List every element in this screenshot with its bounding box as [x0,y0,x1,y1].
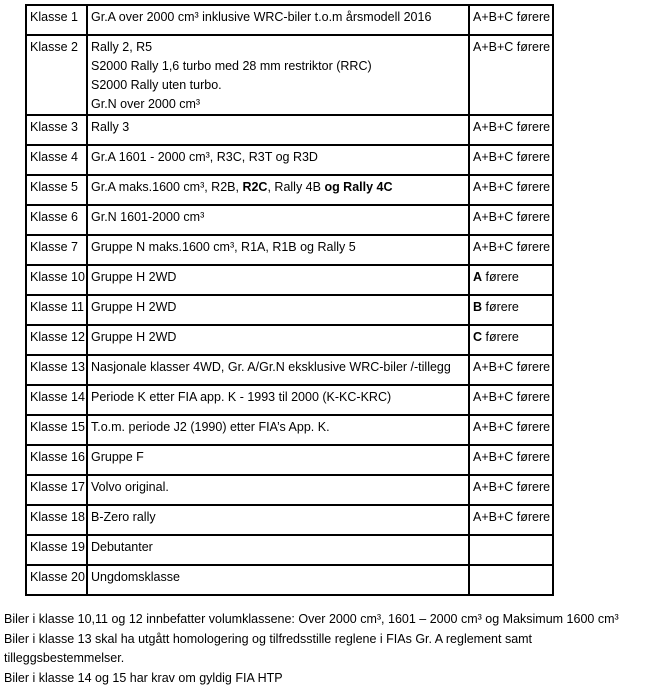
text: Volvo original. [91,480,169,494]
description-line [91,95,468,114]
drivers-cell [469,535,553,565]
table-row [26,265,553,295]
description-line [91,38,468,57]
class-label-cell: Klasse 19 [26,535,87,565]
class-label-cell: Klasse 14 [26,385,87,415]
drivers-cell [469,5,553,35]
description-line [91,508,468,527]
table-row [26,505,553,535]
text: Gr.A 1601 - 2000 cm³, R3C, R3T og R3D [91,150,318,164]
description-line [91,8,468,27]
description-line [91,418,468,437]
text: Gruppe H 2WD [91,300,177,314]
text: A+B+C førere [473,450,551,464]
description-line [91,268,468,287]
description-cell [87,5,469,35]
text: A+B+C førere [473,120,551,134]
class-table [25,4,554,596]
description-line [91,388,468,407]
description-cell [87,445,469,475]
description-line [91,448,468,467]
table-row [26,385,553,415]
table-row [26,355,553,385]
table-row [26,445,553,475]
text: B-Zero rally [91,510,156,524]
class-label-cell: Klasse 1 [26,5,87,35]
text: Nasjonale klasser 4WD, Gr. A/Gr.N eksklusive WRC-biler /-tillegg [91,360,451,374]
drivers-cell [469,505,553,535]
description-cell [87,505,469,535]
table-row [26,415,553,445]
drivers-cell [469,355,553,385]
drivers-cell [469,415,553,445]
description-cell [87,565,469,595]
description-line [91,238,468,257]
description-line [91,208,468,227]
drivers-cell [469,115,553,145]
description-line [91,118,468,137]
description-cell [87,295,469,325]
text: Gruppe N maks.1600 cm³, R1A, R1B og Rally 5 [91,240,356,254]
class-label-cell: Klasse 7 [26,235,87,265]
text: A+B+C førere [473,420,551,434]
text: A+B+C førere [473,210,551,224]
text: Rally 3 [91,120,130,134]
text: S2000 Rally 1,6 turbo med 28 mm restriktor (RRC) [91,59,372,73]
text: A+B+C førere [473,40,551,54]
description-cell [87,35,469,115]
bold-text: R2C [242,180,268,194]
notes [4,610,666,687]
class-label-cell: Klasse 13 [26,355,87,385]
text: A+B+C førere [473,360,551,374]
table-row [26,145,553,175]
drivers-cell [469,235,553,265]
note-line: Biler i klasse 10,11 og 12 innbefatter volumklassene: Over 2000 cm³, 1601 – 2000 cm³ og Maksimum 1600 cm³ [4,612,619,626]
drivers-cell [469,205,553,235]
class-label-cell: Klasse 15 [26,415,87,445]
text: førere [482,270,519,284]
text: , Rally 4B [267,180,325,194]
drivers-cell [469,295,553,325]
class-table-body [26,5,553,595]
class-label-cell: Klasse 20 [26,565,87,595]
class-label-cell: Klasse 18 [26,505,87,535]
class-label-cell: Klasse 12 [26,325,87,355]
text: Gr.N 1601-2000 cm³ [91,210,205,224]
class-label-cell: Klasse 2 [26,35,87,115]
table-row [26,535,553,565]
class-label-cell: Klasse 16 [26,445,87,475]
drivers-cell [469,445,553,475]
text: Gruppe H 2WD [91,330,177,344]
description-cell [87,325,469,355]
description-cell [87,475,469,505]
description-cell [87,175,469,205]
text: førere [482,330,519,344]
bold-text: B [473,300,483,314]
class-label-cell: Klasse 11 [26,295,87,325]
text: Rally 2, R5 [91,40,153,54]
description-cell [87,535,469,565]
description-line [91,148,468,167]
drivers-cell [469,385,553,415]
class-label-cell: Klasse 5 [26,175,87,205]
drivers-cell [469,325,553,355]
bold-text: C [473,330,483,344]
text: A+B+C førere [473,510,551,524]
text: T.o.m. periode J2 (1990) etter FIA’s App. K. [91,420,330,434]
table-row [26,565,553,595]
bold-text: A [473,270,483,284]
description-line [91,76,468,95]
note-line: Biler i klasse 13 skal ha utgått homologering og tilfredsstille reglene i FIAs Gr. A reglement samt [4,631,533,646]
class-label-cell: Klasse 4 [26,145,87,175]
text: Debutanter [91,540,153,554]
description-cell [87,265,469,295]
text: Gr.N over 2000 cm³ [91,97,201,111]
text: Gr.A maks.1600 cm³, R2B, [91,180,243,194]
drivers-cell [469,475,553,505]
description-line [91,358,468,377]
description-cell [87,235,469,265]
table-row [26,115,553,145]
table-row [26,175,553,205]
table-row [26,205,553,235]
description-cell [87,355,469,385]
description-line [91,328,468,347]
description-line [91,57,468,76]
text: Gr.A over 2000 cm³ inklusive WRC-biler t.o.m årsmodell 2016 [91,10,432,24]
description-cell [87,385,469,415]
text: A+B+C førere [473,150,551,164]
drivers-cell [469,145,553,175]
text: A+B+C førere [473,390,551,404]
note-line: tilleggsbestemmelser. [4,651,125,665]
text: A+B+C førere [473,180,551,194]
table-row [26,5,553,35]
drivers-cell [469,175,553,205]
class-label-cell: Klasse 3 [26,115,87,145]
description-line [91,178,468,197]
description-cell [87,205,469,235]
text: A+B+C førere [473,480,551,494]
text: A+B+C førere [473,10,551,24]
drivers-cell [469,265,553,295]
description-cell [87,115,469,145]
text: Periode K etter FIA app. K - 1993 til 2000 (K-KC-KRC) [91,390,392,404]
bold-text: og Rally 4C [324,180,393,194]
class-label-cell: Klasse 10 [26,265,87,295]
table-row [26,325,553,355]
text: S2000 Rally uten turbo. [91,78,222,92]
text: førere [482,300,519,314]
drivers-cell [469,35,553,115]
text: Gruppe F [91,450,144,464]
note-line: Biler i klasse 14 og 15 har krav om gyldig FIA HTP [4,670,283,685]
table-row [26,475,553,505]
text: Gruppe H 2WD [91,270,177,284]
class-label-cell: Klasse 17 [26,475,87,505]
table-row [26,235,553,265]
text: Ungdomsklasse [91,570,180,584]
table-row [26,295,553,325]
drivers-cell [469,565,553,595]
description-cell [87,415,469,445]
description-line [91,298,468,317]
description-cell [87,145,469,175]
description-line [91,568,468,587]
description-line [91,538,468,557]
description-line [91,478,468,497]
class-label-cell: Klasse 6 [26,205,87,235]
text: A+B+C førere [473,240,551,254]
table-row [26,35,553,115]
